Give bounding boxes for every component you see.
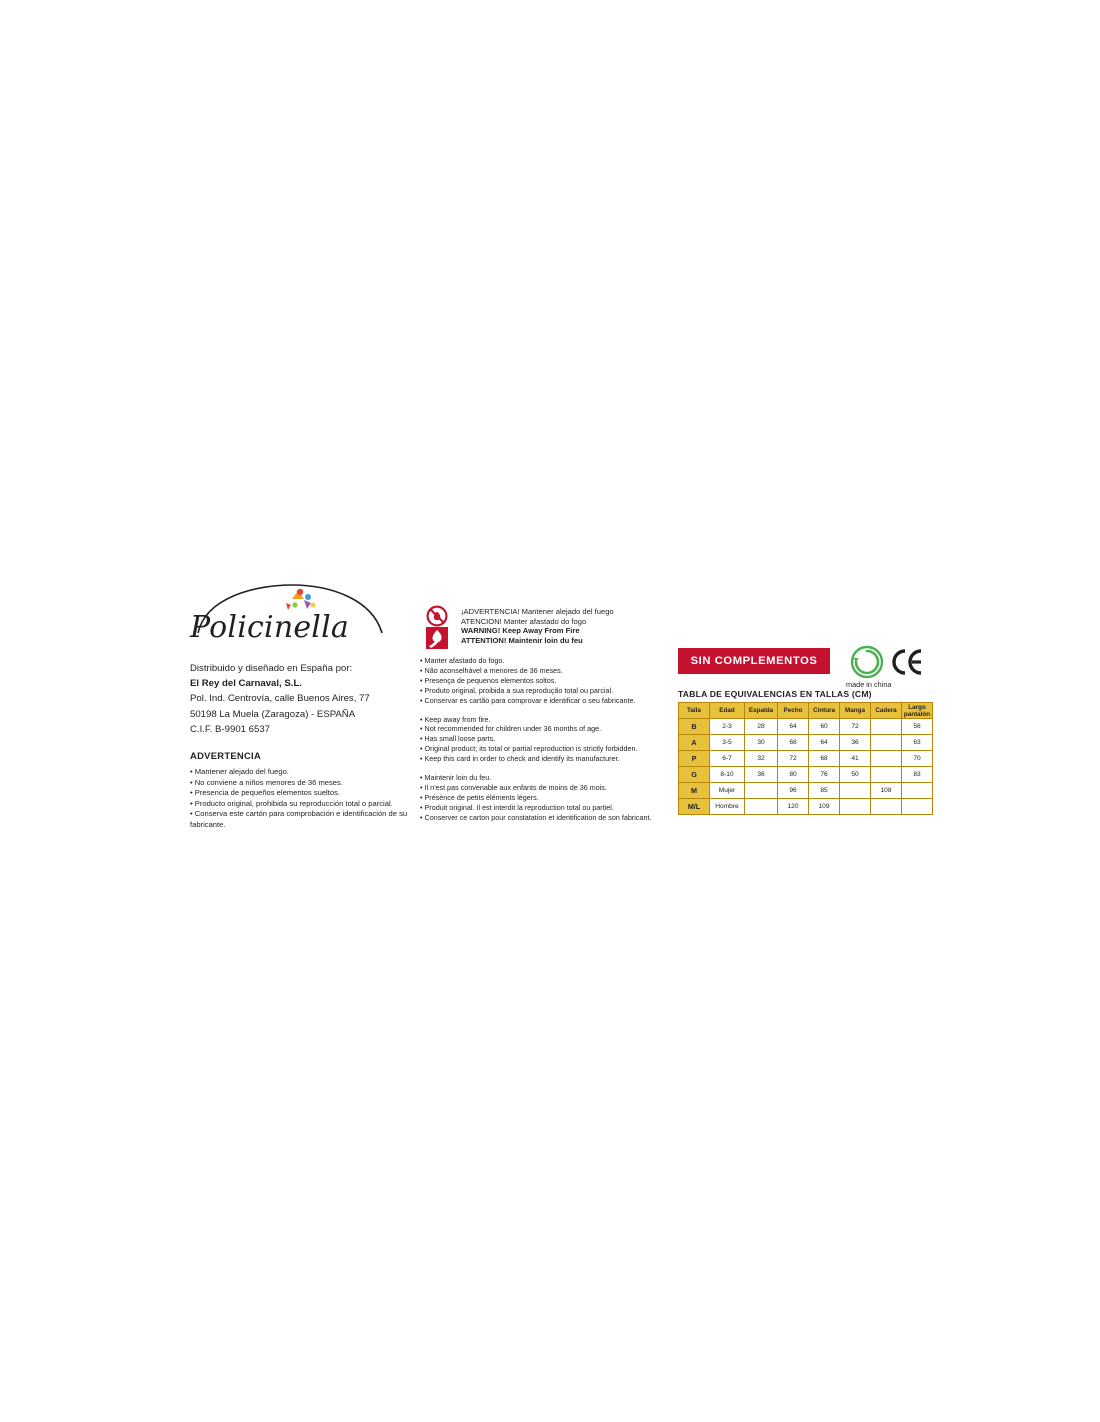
cell-cadera	[871, 719, 902, 735]
cell-cadera	[871, 767, 902, 783]
table-row	[679, 751, 933, 767]
row-label: M/L	[679, 799, 710, 815]
cell-pecho: 72	[778, 751, 809, 767]
row-label: G	[679, 767, 710, 783]
made-in-label: made in china	[846, 680, 892, 689]
cell-pecho: 68	[778, 735, 809, 751]
cell-pecho: 120	[778, 799, 809, 815]
warning-line-en: WARNING! Keep Away From Fire	[461, 626, 580, 636]
row-label: M	[679, 783, 710, 799]
size-table-title: TABLA DE EQUIVALENCIAS EN TALLAS (CM)	[678, 689, 872, 699]
portuguese-warning-list	[420, 656, 655, 706]
cell-manga	[840, 783, 871, 799]
cell-largo: 56	[902, 719, 933, 735]
list-item: • Conservar es cartão para comprovar e identificar o seu fabricante.	[420, 695, 636, 705]
size-equivalence-table	[678, 702, 933, 815]
cell-manga	[840, 799, 871, 815]
cell-cintura: 85	[809, 783, 840, 799]
cell-largo: 63	[902, 735, 933, 751]
address-line-1: Pol. Ind. Centrovía, calle Buenos Aires, 77	[190, 693, 370, 705]
list-item: • Produto original, proibida a sua reprodução total ou parcial.	[420, 685, 614, 695]
middle-column	[420, 605, 655, 832]
column-header-cadera: Cadera	[871, 703, 902, 719]
list-item: • Keep away from fire.	[420, 714, 491, 724]
marks-row	[678, 645, 943, 687]
cell-edad: Mujer	[710, 783, 745, 799]
list-item: • Conserva este cartón para comprobación e identificación de su fabricante.	[190, 809, 408, 829]
company-name: El Rey del Carnaval, S.L.	[190, 678, 302, 690]
column-header-cintura: Cintura	[809, 703, 840, 719]
list-item: • Presencia de pequeños elementos sueltos.	[190, 788, 340, 798]
cell-espalda	[745, 799, 778, 815]
list-item: • Não aconselhável a menores de 36 meses.	[420, 665, 563, 675]
list-item: • Présènce de petits éléments légers.	[420, 792, 539, 802]
cell-largo	[902, 799, 933, 815]
list-item: • Keep this card in order to check and identify its manufacturer.	[420, 754, 620, 764]
list-item: • Mantener alejado del fuego.	[190, 767, 289, 777]
cell-cadera	[871, 751, 902, 767]
french-warning-list	[420, 773, 655, 823]
row-label: P	[679, 751, 710, 767]
cell-espalda: 28	[745, 719, 778, 735]
brand-logo	[190, 583, 390, 655]
cell-edad: 3-5	[710, 735, 745, 751]
column-header-pecho: Pecho	[778, 703, 809, 719]
cell-manga: 72	[840, 719, 871, 735]
list-item: • Manter afastado do fogo.	[420, 656, 505, 665]
cell-pecho: 64	[778, 719, 809, 735]
column-header-edad: Edad	[710, 703, 745, 719]
cell-edad: 6-7	[710, 751, 745, 767]
cell-edad: Hombre	[710, 799, 745, 815]
cell-edad: 2-3	[710, 719, 745, 735]
warning-heading: ADVERTENCIA	[190, 750, 262, 762]
distributed-by-label: Distribuido y diseñado en España por:	[190, 663, 353, 674]
cell-largo: 70	[902, 751, 933, 767]
fire-warning-text	[461, 607, 614, 645]
cell-manga: 41	[840, 751, 871, 767]
fire-warning-header	[420, 605, 655, 651]
address-line-2: 50198 La Muela (Zaragoza) - ESPAÑA	[190, 708, 356, 720]
ce-mark-icon	[890, 647, 926, 677]
cell-espalda: 36	[745, 767, 778, 783]
cell-espalda: 32	[745, 751, 778, 767]
table-row	[679, 767, 933, 783]
spanish-warning-list	[190, 767, 440, 831]
warning-line-fr: ATTENTION! Maintenir loin du feu	[461, 635, 583, 645]
table-row	[679, 719, 933, 735]
list-item: • Il n'est pas convenable aux enfants de moins de 36 mois.	[420, 782, 607, 792]
cell-pecho: 80	[778, 767, 809, 783]
row-label: A	[679, 735, 710, 751]
right-column	[678, 645, 943, 815]
table-row	[679, 783, 933, 799]
cell-cintura: 60	[809, 719, 840, 735]
multilingual-warning-lists	[420, 656, 655, 823]
distributor-block	[190, 661, 440, 737]
english-warning-list	[420, 715, 655, 765]
cell-manga: 50	[840, 767, 871, 783]
cell-cadera: 108	[871, 783, 902, 799]
list-item: • Original product; its total or partial reproduction is strictly forbidden.	[420, 744, 638, 754]
row-label: B	[679, 719, 710, 735]
list-item: • Not recommended for children under 36 months of age.	[420, 724, 602, 734]
cell-espalda	[745, 783, 778, 799]
cell-pecho: 96	[778, 783, 809, 799]
cell-espalda: 30	[745, 735, 778, 751]
list-item: • Producto original, prohibida su reproducción total o parcial.	[190, 798, 393, 808]
cell-manga: 36	[840, 735, 871, 751]
column-header-manga: Manga	[840, 703, 871, 719]
list-item: • Has small loose parts.	[420, 734, 496, 744]
column-header-talla: Talla	[679, 703, 710, 719]
list-item: • Maintenir loin du feu.	[420, 773, 492, 783]
list-item: • No conviene a niños menores de 36 meses.	[190, 777, 343, 787]
cell-cadera	[871, 735, 902, 751]
cell-cadera	[871, 799, 902, 815]
warning-line-es: ¡ADVERTENCIA! Mantener alejado del fuego	[461, 607, 614, 616]
column-header-largo-pantalon: Largo pantalón	[902, 703, 933, 719]
table-header-row	[679, 703, 933, 719]
list-item: • Presença de pequenos elementos soltos.	[420, 675, 557, 685]
cell-cintura: 64	[809, 735, 840, 751]
cell-cintura: 109	[809, 799, 840, 815]
table-row	[679, 799, 933, 815]
column-header-espalda: Espalda	[745, 703, 778, 719]
cell-cintura: 76	[809, 767, 840, 783]
cell-edad: 8-10	[710, 767, 745, 783]
company-cif: C.I.F. B-9901 6537	[190, 723, 270, 735]
cell-cintura: 68	[809, 751, 840, 767]
recycle-loop-icon	[850, 645, 884, 679]
status-badge: SIN COMPLEMENTOS	[678, 648, 830, 674]
left-column	[190, 583, 440, 831]
brand-name: Policinella	[190, 610, 349, 645]
list-item: • Produit original. Il est interdit la reproduction total ou partiel.	[420, 802, 614, 812]
cell-largo	[902, 783, 933, 799]
warning-line-pt: ATENCION! Manter afastado do fogo	[461, 616, 587, 626]
list-item: • Conserver ce carton pour constatation et identification de son fabricant.	[420, 812, 652, 822]
cell-largo: 83	[902, 767, 933, 783]
table-row	[679, 735, 933, 751]
